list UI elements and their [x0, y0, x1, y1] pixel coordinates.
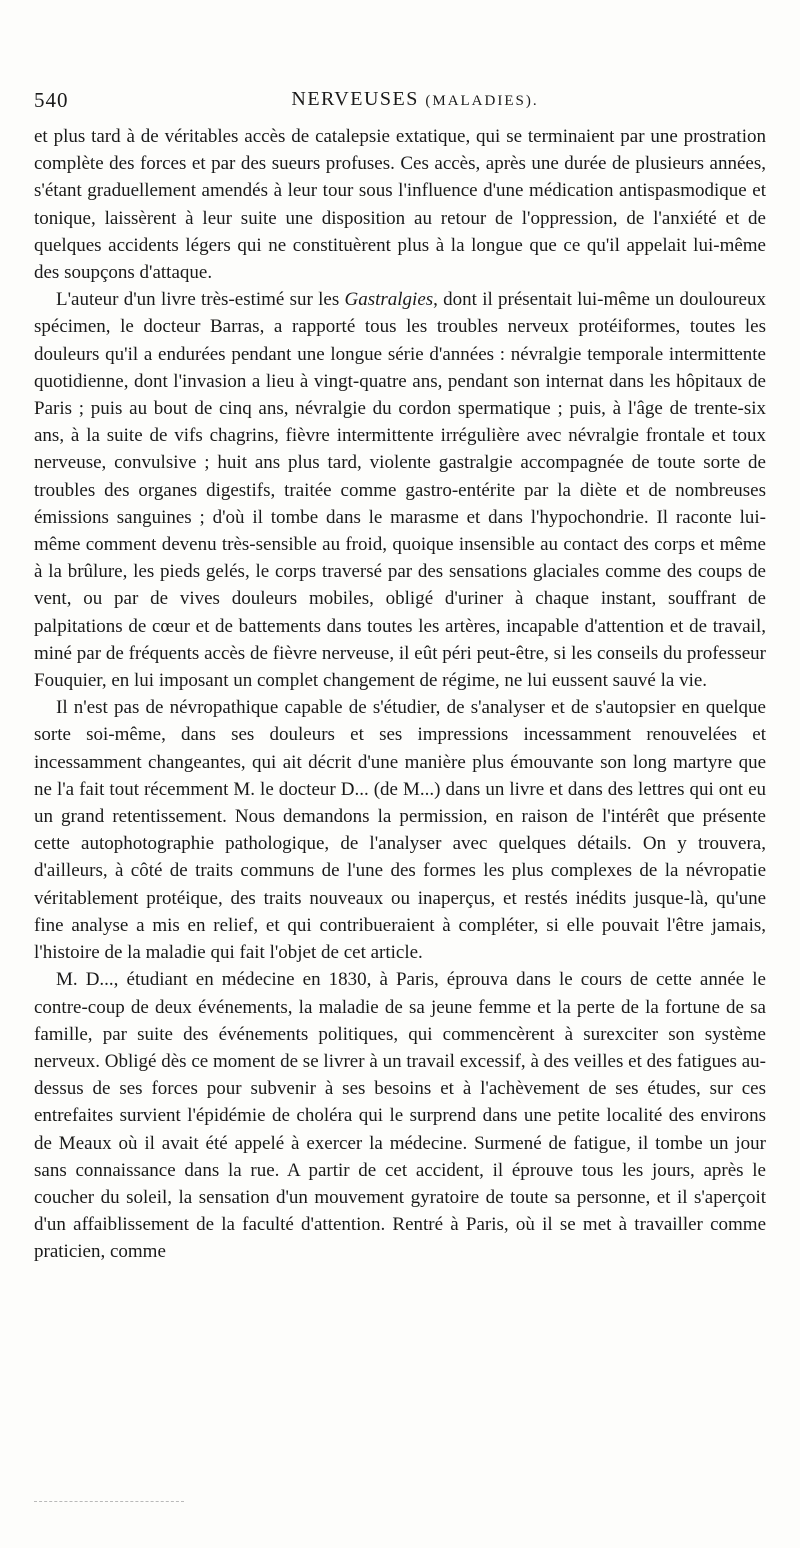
- running-head-subtitle: (MALADIES).: [425, 93, 539, 109]
- running-head-title: NERVEUSES: [291, 88, 419, 110]
- paragraph-continuation: et plus tard à de véritables accès de catalepsie extatique, qui se terminaient par une prostration complète des forces et par des sueurs profuses. Ces accès, après une durée de plusieurs années, s'étant graduellement amendés à leur tour sous l'influence d'une médication antispasmodique et tonique, laissèrent à leur suite une disposition au retour de l'oppression, de l'anxiété et de quelques accidents légers qui ne constituèrent plus à la longue que ce qu'il appelait lui-même des soupçons d'attaque.: [34, 126, 766, 284]
- page-header: [34, 88, 796, 114]
- paragraph-barras-start: L'auteur d'un livre très-estimé sur les: [56, 289, 345, 311]
- page-number: 540: [34, 88, 69, 112]
- running-head: [34, 88, 796, 111]
- paragraph-barras-rest: , dont il présentait lui-même un douloureux spécimen, le docteur Barras, a rapporté tous les troubles nerveux protéiformes, toutes les douleurs qu'il a endurées pendant une longue série d'années : névralgie temporale intermittente quotidienne, dont l'invasion a lieu à vingt-quatre ans, pendant son internat dans les hôpitaux de Paris ; puis au bout de cinq ans, névralgie du cordon spermatique ; puis, à l'âge de trente-six ans, à la suite de vifs chagrins, fièvre intermittente irrégulière avec névralgie frontale et toux nerveuse, convulsive ; huit ans plus tard, violente gastralgie accompagnée de toute sorte de troubles des organes digestifs, traitée comme gastro-entérite par la diète et de nombreuses émissions sanguines ; d'où il tombe dans le marasme et dans l'hypochondrie. Il raconte lui-même comment devenu très-sensible au froid, quoique insensible au contact des corps et même à la brûlure, les pieds gelés, le corps traversé par des sensations glaciales comme des coups de vent, ou par de vives douleurs mobiles, obligé d'uriner à chaque instant, souffrant de palpitations de cœur et de battements dans toutes les artères, incapable d'attention et de travail, miné par de fréquents accès de fièvre nerveuse, il eût péri peut-être, si les conseils du professeur Fouquier, en lui imposant un complet changement de régime, ne lui eussent sauvé la vie.: [34, 289, 766, 692]
- body-text: [34, 123, 766, 1266]
- paragraph-m-d: M. D..., étudiant en médecine en 1830, à Paris, éprouva dans le cours de cette année le contre-coup de deux événements, la maladie de sa jeune femme et la perte de la fortune de sa famille, par suite des événements politiques, qui commencèrent à surexciter son système nerveux. Obligé dès ce moment de se livrer à un travail excessif, à des veilles et des fatigues au-dessus de ses forces pour subvenir à ses besoins et à l'achèvement de ses études, sur ces entrefaites survient l'épidémie de choléra qui le surprend dans une petite localité des environs de Meaux où il avait été appelé à exercer la médecine. Surmené de fatigue, il tombe un jour sans connaissance dans la rue. A partir de cet accident, il éprouve tous les jours, après le coucher du soleil, la sensation d'un mouvement gyratoire de toute sa personne, et il s'aperçoit d'un affaiblissement de la faculté d'attention. Rentré à Paris, où il se met à travailler comme praticien, comme: [34, 969, 766, 1263]
- paragraph-nevropathique: Il n'est pas de névropathique capable de s'étudier, de s'analyser et de s'autopsier en quelque sorte soi-même, dans ses douleurs et ses impressions incessamment renouvelées et incessamment changeantes, qui ait décrit d'une manière plus émouvante son long martyre que ne l'a fait tout récemment M. le docteur D... (de M...) dans un livre et dans des lettres qui ont eu un grand retentissement. Nous demandons la permission, en raison de l'intérêt que présente cette autophotographie pathologique, de l'analyser avec quelques détails. On y trouvera, d'ailleurs, à côté de traits communs de l'une des formes les plus complexes de la névropatie véritablement protéique, des traits nouveaux ou inaperçus, et restés inédits jusque-là, qu'une fine analyse a mis en relief, et qui contribueraient à compléter, si elle pouvait l'être jamais, l'histoire de la maladie qui fait l'objet de cet article.: [34, 697, 766, 964]
- paragraph-barras: [34, 286, 766, 694]
- footer-rule: [34, 1501, 184, 1502]
- book-title-gastralgies: Gastralgies: [344, 289, 434, 311]
